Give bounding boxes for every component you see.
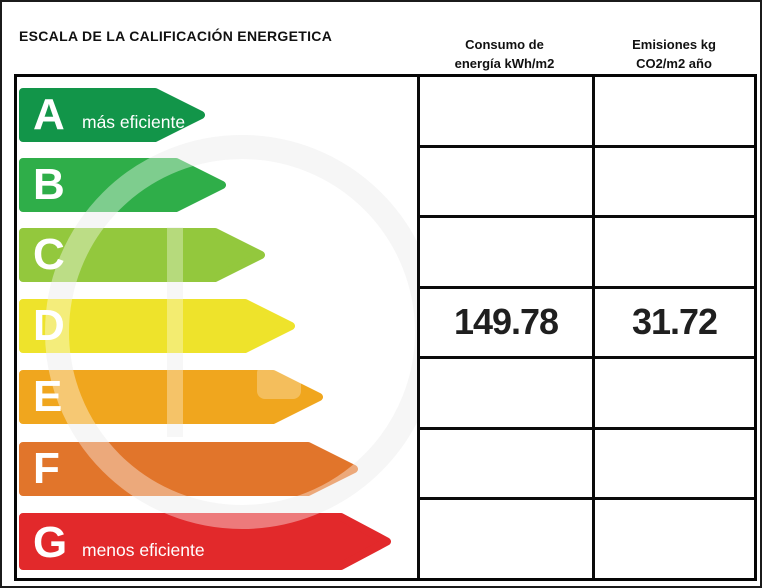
rating-letter-a: A (33, 90, 65, 139)
rating-scale-box (14, 74, 757, 581)
rating-letter-f: F (33, 444, 60, 493)
page-title: ESCALA DE LA CALIFICACIÓN ENERGETICA (19, 28, 333, 44)
column-header-consumo (417, 36, 592, 74)
rating-letter-g: G (33, 518, 68, 567)
table-cell-emisiones-g (592, 500, 754, 578)
table-cell-consumo-c (417, 218, 592, 289)
rating-arrow-b (19, 158, 226, 212)
rating-label-a: más eficiente (82, 112, 186, 132)
rating-letter-e: E (33, 372, 63, 421)
rating-arrow-f (19, 442, 358, 496)
rating-letter-d: D (33, 301, 65, 350)
column-header-emisiones-line1: Emisiones kg (632, 37, 716, 52)
emisiones-value: 31.72 (631, 301, 718, 343)
column-header-emisiones (590, 36, 758, 74)
table-cell-consumo-f (417, 430, 592, 501)
rating-arrow-c (19, 228, 265, 282)
table-cell-emisiones-b (592, 148, 754, 219)
rating-arrow-a (19, 88, 205, 142)
column-header-consumo-line2: energía kWh/m2 (454, 55, 555, 71)
table-cell-emisiones-c (592, 218, 754, 289)
rating-letter-c: C (33, 230, 65, 279)
rating-arrow-e-shape (23, 374, 319, 420)
column-header-emisiones-line2: CO2/m2 año (636, 55, 712, 71)
rating-arrow-g-shape (23, 517, 387, 566)
table-cell-emisiones-e (592, 359, 754, 430)
table-cell-consumo-a (417, 77, 592, 148)
consumo-value: 149.78 (453, 301, 559, 343)
rating-arrow-g (19, 513, 391, 570)
rating-arrows-zone (17, 77, 417, 578)
table-cell-emisiones-a (592, 77, 754, 148)
table-cell-consumo-b (417, 148, 592, 219)
table-cell-emisiones-f (592, 430, 754, 501)
table-cell-consumo-g (417, 500, 592, 578)
column-header-consumo-line1: Consumo de (465, 37, 544, 52)
table-cell-consumo-d (417, 289, 592, 360)
rating-label-g: menos eficiente (82, 540, 205, 560)
table-cell-emisiones-d (592, 289, 754, 360)
rating-arrow-d (19, 299, 295, 353)
rating-arrow-f-shape (23, 446, 354, 492)
table-cell-consumo-e (417, 359, 592, 430)
values-table (417, 77, 754, 578)
rating-arrow-e (19, 370, 323, 424)
rating-letter-b: B (33, 160, 65, 209)
